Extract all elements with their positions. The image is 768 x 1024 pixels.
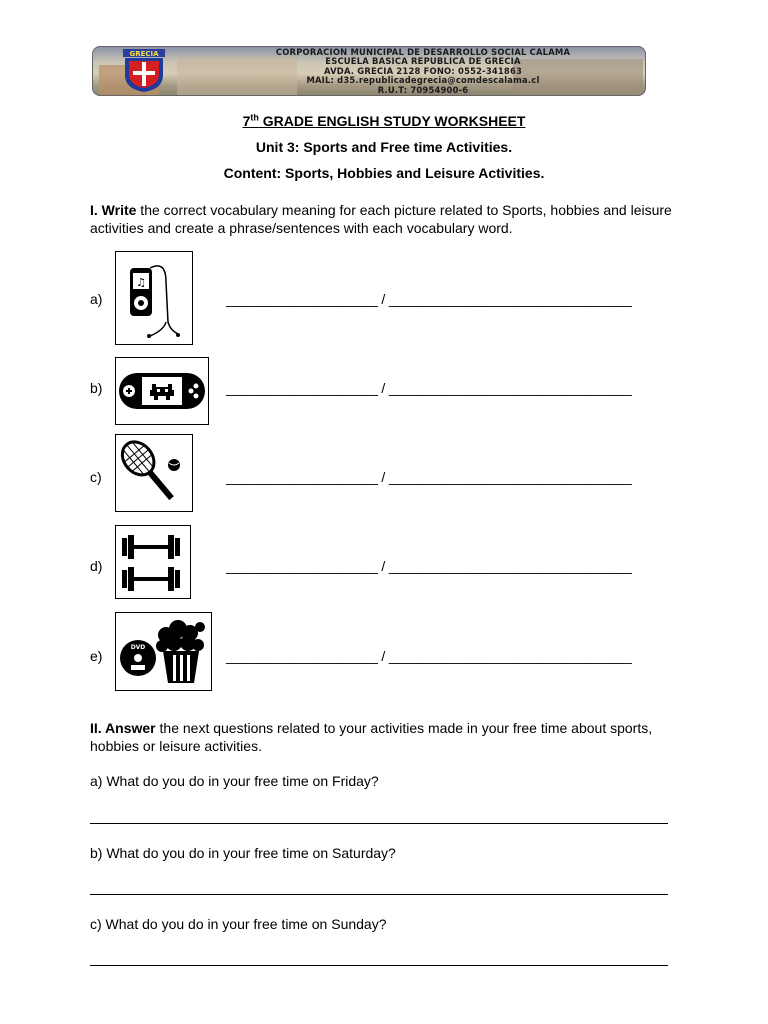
item-a-separator: / bbox=[377, 291, 389, 307]
header-text-block bbox=[213, 48, 633, 95]
section2-text: the next questions related to your activities made in your free time about sports, hobbies or leisure activities. bbox=[90, 720, 653, 754]
grade-number: 7 bbox=[242, 112, 251, 129]
answer-line-saturday[interactable] bbox=[90, 894, 668, 895]
item-a-answer-blanks[interactable] bbox=[226, 291, 632, 307]
game-console-icon bbox=[115, 357, 209, 425]
question-sunday: c) What do you do in your free time on Sunday? bbox=[90, 916, 387, 932]
answer-line-sunday[interactable] bbox=[90, 965, 668, 966]
school-crest-icon bbox=[121, 49, 167, 93]
unit-title: Unit 3: Sports and Free time Activities. bbox=[255, 139, 513, 155]
item-b-separator: / bbox=[377, 380, 389, 396]
crest-text: GRECIA bbox=[129, 50, 159, 58]
item-a-label: a) bbox=[90, 291, 103, 307]
question-friday: a) What do you do in your free time on Friday? bbox=[90, 773, 379, 789]
item-d-answer-blanks[interactable] bbox=[226, 558, 632, 574]
item-a-blank-sentence: ________________________________ bbox=[388, 291, 632, 307]
item-e-separator: / bbox=[377, 648, 389, 664]
tennis-racket-icon bbox=[115, 434, 193, 512]
header-line-rut: R.U.T: 70954900-6 bbox=[377, 84, 469, 95]
item-b-blank-word: ____________________ bbox=[226, 380, 378, 396]
section2-label: II. Answer bbox=[90, 720, 156, 736]
section1-text: the correct vocabulary meaning for each picture related to Sports, hobbies and leisure activities and create a phrase/sentences with each vocabulary word. bbox=[90, 202, 672, 236]
item-e-label: e) bbox=[90, 648, 103, 664]
item-e-answer-blanks[interactable] bbox=[226, 648, 632, 664]
item-c-answer-blanks[interactable] bbox=[226, 469, 632, 485]
item-d-separator: / bbox=[377, 558, 389, 574]
svg-text:DVD: DVD bbox=[130, 644, 146, 651]
item-b-label: b) bbox=[90, 380, 103, 396]
item-d-blank-word: ____________________ bbox=[226, 558, 378, 574]
grade-sup: th bbox=[250, 112, 259, 122]
item-c-separator: / bbox=[377, 469, 389, 485]
header-line-address: AVDA. GRECIA 2128 FONO: 0552-341863 bbox=[324, 65, 522, 76]
item-d-label: d) bbox=[90, 558, 103, 574]
item-d-blank-sentence: ________________________________ bbox=[388, 558, 632, 574]
school-header-banner bbox=[92, 46, 646, 96]
grade-title-rest: GRADE ENGLISH STUDY WORKSHEET bbox=[258, 112, 526, 129]
section2-instructions bbox=[90, 719, 690, 755]
item-b-answer-blanks[interactable] bbox=[226, 380, 632, 396]
header-line-mail: MAIL: d35.republicadegrecia@comdescalama.cl bbox=[306, 75, 540, 86]
header-line-school: ESCUELA BASICA REPUBLICA DE GRECIA bbox=[325, 56, 521, 67]
item-e-blank-sentence: ________________________________ bbox=[388, 648, 632, 664]
content-title: Content: Sports, Hobbies and Leisure Activities. bbox=[223, 165, 545, 181]
worksheet-title bbox=[0, 112, 768, 129]
header-line-corporation: CORPORACION MUNICIPAL DE DESARROLLO SOCIAL CALAMA bbox=[275, 47, 571, 57]
item-c-label: c) bbox=[90, 469, 102, 485]
answer-line-friday[interactable] bbox=[90, 823, 668, 824]
item-a-blank-word: ____________________ bbox=[226, 291, 378, 307]
section1-label: I. Write bbox=[90, 202, 137, 218]
music-player-icon bbox=[115, 251, 193, 345]
item-e-blank-word: ____________________ bbox=[226, 648, 378, 664]
item-b-blank-sentence: ________________________________ bbox=[388, 380, 632, 396]
item-c-blank-word: ____________________ bbox=[226, 469, 378, 485]
section1-instructions bbox=[90, 201, 690, 237]
dvd-popcorn-icon bbox=[115, 612, 212, 691]
item-c-blank-sentence: ________________________________ bbox=[388, 469, 632, 485]
question-saturday: b) What do you do in your free time on Saturday? bbox=[90, 845, 396, 861]
svg-text:♫: ♫ bbox=[136, 276, 146, 289]
dumbbells-icon bbox=[115, 525, 191, 599]
